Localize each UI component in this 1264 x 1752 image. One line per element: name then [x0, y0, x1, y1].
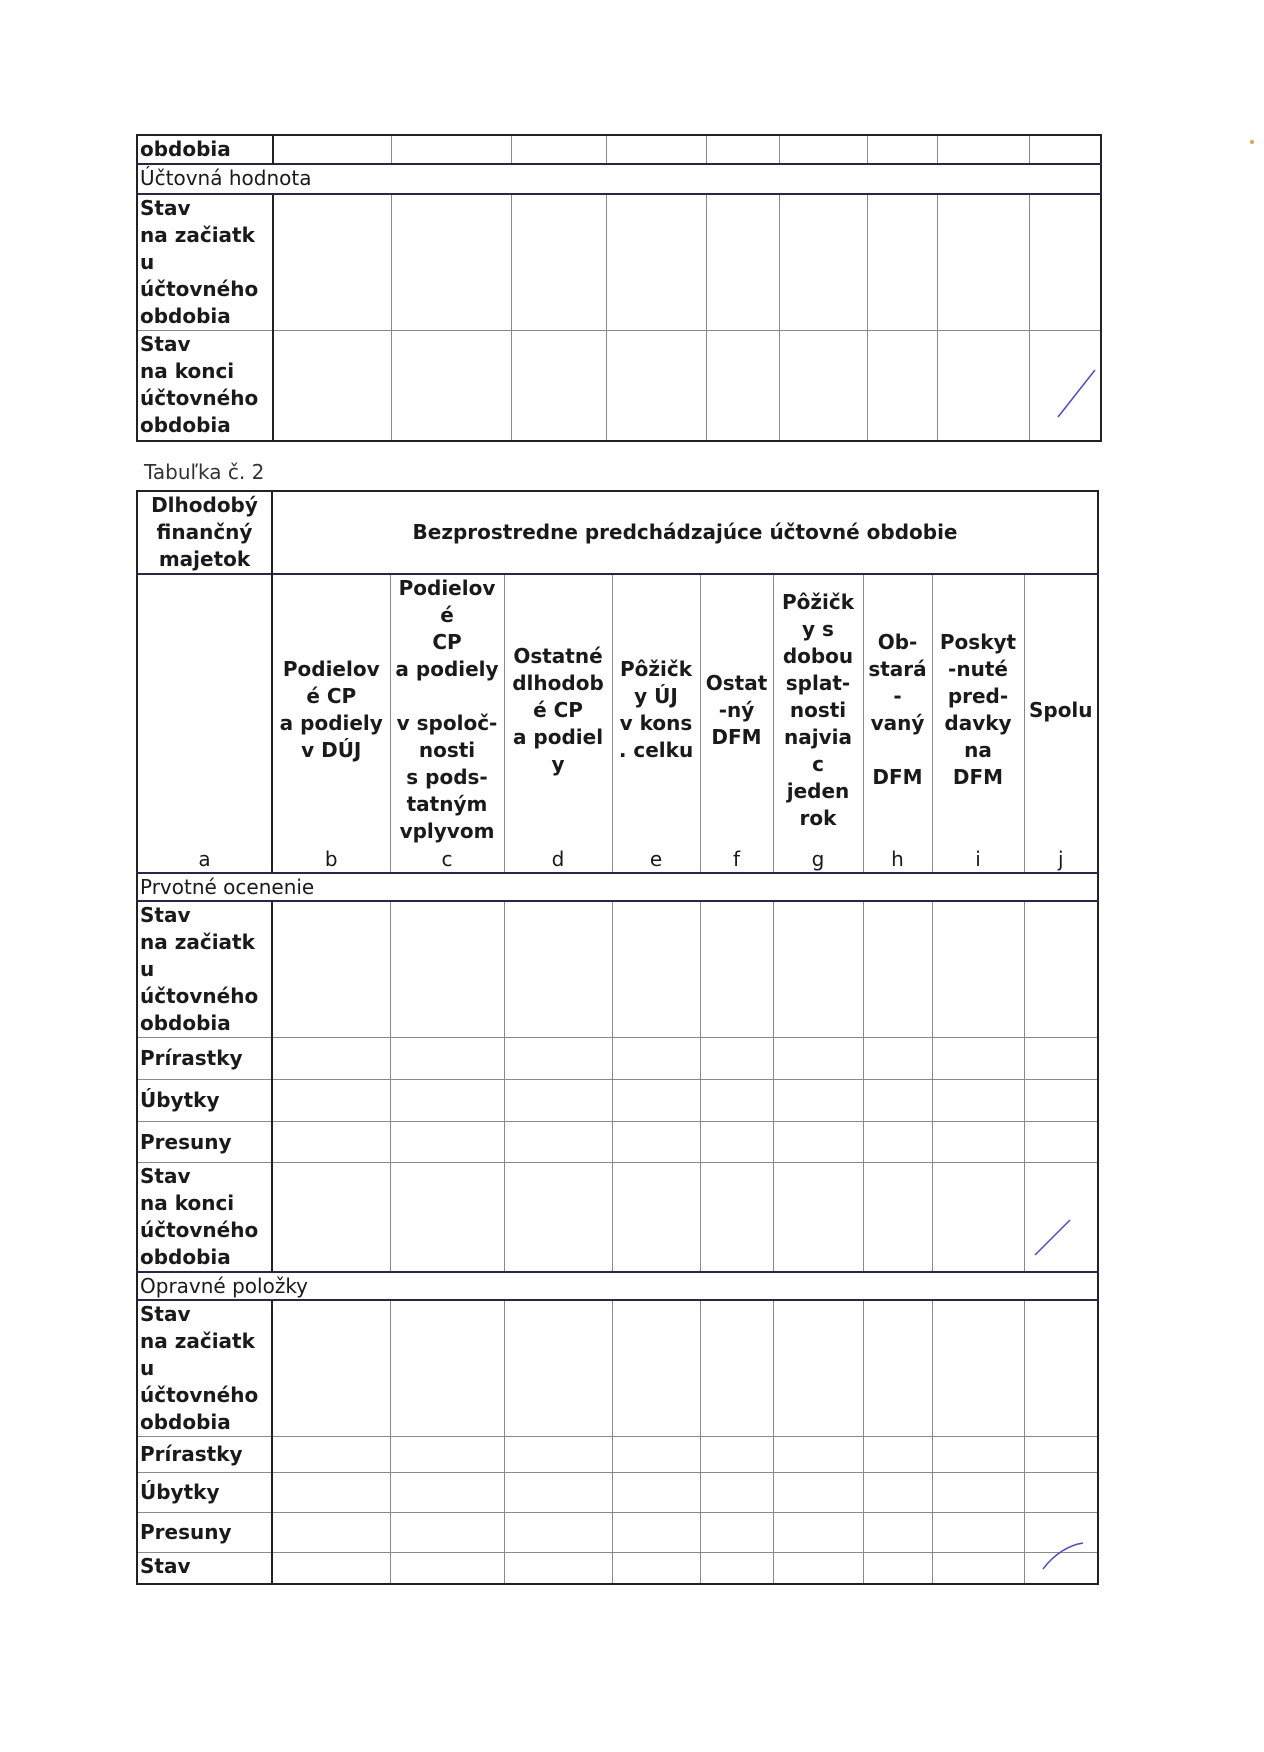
row-label: Stav na konci účtovného obdobia [137, 1163, 272, 1273]
value-cell [863, 1038, 932, 1080]
value-cell [390, 1437, 504, 1473]
value-cell [863, 1122, 932, 1163]
row-label: Úbytky [137, 1473, 272, 1513]
table-row [137, 1513, 1098, 1553]
value-cell [773, 1300, 863, 1437]
table-row [137, 1437, 1098, 1473]
value-cell [504, 1038, 612, 1080]
value-cell [863, 1300, 932, 1437]
column-header: Pôžičk y s dobou splat- nosti najvia c jeden rok [773, 574, 863, 845]
table-row [137, 1038, 1098, 1080]
value-cell [700, 1437, 773, 1473]
value-cell [612, 1437, 700, 1473]
value-cell [272, 1122, 390, 1163]
value-cell [932, 1122, 1024, 1163]
row-label: Stav na konci účtovného obdobia [137, 331, 273, 441]
value-cell [504, 1513, 612, 1553]
column-header: Podielov é CP a podiely v DÚJ [272, 574, 390, 845]
value-cell [390, 901, 504, 1038]
check-mark-icon [1030, 1215, 1080, 1260]
row-label: Presuny [137, 1513, 272, 1553]
value-cell [700, 1080, 773, 1122]
value-cell [863, 1080, 932, 1122]
value-cell [863, 1437, 932, 1473]
value-cell [1024, 1473, 1098, 1513]
value-cell [1024, 1437, 1098, 1473]
value-cell [932, 1300, 1024, 1437]
value-cell [773, 1080, 863, 1122]
column-letter: g [773, 845, 863, 873]
value-cell [773, 1553, 863, 1584]
value-cell [1024, 1300, 1098, 1437]
value-cell [700, 1300, 773, 1437]
value-cell [863, 1473, 932, 1513]
value-cell [504, 901, 612, 1038]
column-header: Poskyt -nuté pred- davky na DFM [932, 574, 1024, 845]
value-cell [272, 1553, 390, 1584]
column-letter: c [390, 845, 504, 873]
table-row [137, 1553, 1098, 1584]
value-cell [932, 1437, 1024, 1473]
column-letter: b [272, 845, 390, 873]
value-cell [390, 1122, 504, 1163]
table-1 [136, 134, 1102, 442]
column-header: Ob- stará - vaný DFM [863, 574, 932, 845]
table-row [137, 1163, 1098, 1273]
value-cell [390, 1300, 504, 1437]
value-cell [773, 1513, 863, 1553]
check-mark-icon [1035, 1535, 1090, 1575]
value-cell [504, 1553, 612, 1584]
value-cell [700, 1122, 773, 1163]
column-letter: a [137, 845, 272, 873]
value-cell [863, 1163, 932, 1273]
value-cell [504, 1122, 612, 1163]
column-letter: e [612, 845, 700, 873]
row-label: Prírastky [137, 1437, 272, 1473]
value-cell [390, 1038, 504, 1080]
column-letter: f [700, 845, 773, 873]
check-mark-icon [1050, 365, 1100, 425]
header-row [137, 491, 1098, 574]
value-cell [272, 1038, 390, 1080]
corner-header: Dlhodobý finančný majetok [137, 491, 272, 574]
value-cell [700, 1473, 773, 1513]
row-label: Stav na začiatk u účtovného obdobia [137, 901, 272, 1038]
value-cell [390, 1163, 504, 1273]
value-cell [612, 1038, 700, 1080]
value-cell [773, 1437, 863, 1473]
value-cell [612, 1473, 700, 1513]
table-row [137, 1473, 1098, 1513]
column-header: Pôžičk y ÚJ v kons . celku [612, 574, 700, 845]
value-cell [272, 1080, 390, 1122]
value-cell [612, 1122, 700, 1163]
table-2-caption: Tabuľka č. 2 [144, 460, 265, 484]
value-cell [272, 1473, 390, 1513]
period-header: Bezprostredne predchádzajúce účtovné obdobie [272, 491, 1098, 574]
value-cell [390, 1080, 504, 1122]
value-cell [1024, 1038, 1098, 1080]
value-cell [932, 1163, 1024, 1273]
value-cell [612, 1300, 700, 1437]
table-row [137, 1300, 1098, 1437]
column-header: Ostatné dlhodob é CP a podiel y [504, 574, 612, 845]
value-cell [1024, 1122, 1098, 1163]
column-letter-row [137, 845, 1098, 873]
value-cell [932, 1553, 1024, 1584]
table-row [137, 1122, 1098, 1163]
value-cell [863, 1553, 932, 1584]
value-cell [932, 1473, 1024, 1513]
section-row [137, 164, 1101, 194]
column-letter: d [504, 845, 612, 873]
value-cell [932, 901, 1024, 1038]
value-cell [390, 1513, 504, 1553]
row-label: Stav na začiatk u účtovného obdobia [137, 1300, 272, 1437]
value-cell [773, 1473, 863, 1513]
row-label: Stav [137, 1553, 272, 1584]
section-title: Prvotné ocenenie [137, 873, 1098, 901]
value-cell [700, 1163, 773, 1273]
value-cell [390, 1473, 504, 1513]
column-header: Ostat -ný DFM [700, 574, 773, 845]
value-cell [504, 1437, 612, 1473]
value-cell [272, 1513, 390, 1553]
value-cell [504, 1080, 612, 1122]
value-cell [773, 901, 863, 1038]
value-cell [272, 1300, 390, 1437]
value-cell [272, 1437, 390, 1473]
value-cell [773, 1122, 863, 1163]
column-letter: j [1024, 845, 1098, 873]
value-cell [773, 1163, 863, 1273]
column-letter: i [932, 845, 1024, 873]
value-cell [390, 1553, 504, 1584]
value-cell [272, 1163, 390, 1273]
table-row [137, 331, 1101, 441]
value-cell [1024, 1080, 1098, 1122]
value-cell [504, 1163, 612, 1273]
section-title: Účtovná hodnota [137, 164, 1101, 194]
table-row [137, 901, 1098, 1038]
value-cell [700, 901, 773, 1038]
column-header-row [137, 574, 1098, 845]
value-cell [504, 1300, 612, 1437]
value-cell [700, 1513, 773, 1553]
column-header: Podielov é CP a podiely v spoloč- nosti s pods- tatným vplyvom [390, 574, 504, 845]
row-label: obdobia [137, 135, 273, 164]
value-cell [932, 1038, 1024, 1080]
value-cell [932, 1080, 1024, 1122]
column-header [137, 574, 272, 845]
value-cell [773, 1038, 863, 1080]
section-title: Opravné položky [137, 1272, 1098, 1300]
row-label: Úbytky [137, 1080, 272, 1122]
section-row [137, 873, 1098, 901]
value-cell [932, 1513, 1024, 1553]
value-cell [612, 1513, 700, 1553]
value-cell [863, 1513, 932, 1553]
value-cell [612, 1080, 700, 1122]
row-label: Prírastky [137, 1038, 272, 1080]
table-2 [136, 490, 1099, 1585]
column-letter: h [863, 845, 932, 873]
value-cell [1024, 901, 1098, 1038]
column-header: Spolu [1024, 574, 1098, 845]
value-cell [700, 1553, 773, 1584]
table-row [137, 194, 1101, 331]
section-row [137, 1272, 1098, 1300]
row-label: Stav na začiatk u účtovného obdobia [137, 194, 273, 331]
value-cell [863, 901, 932, 1038]
value-cell [700, 1038, 773, 1080]
scan-speck [1250, 140, 1254, 144]
row-label: Presuny [137, 1122, 272, 1163]
table-row [137, 1080, 1098, 1122]
value-cell [272, 901, 390, 1038]
value-cell [612, 1163, 700, 1273]
value-cell [504, 1473, 612, 1513]
table-row [137, 135, 1101, 164]
value-cell [612, 901, 700, 1038]
value-cell [612, 1553, 700, 1584]
